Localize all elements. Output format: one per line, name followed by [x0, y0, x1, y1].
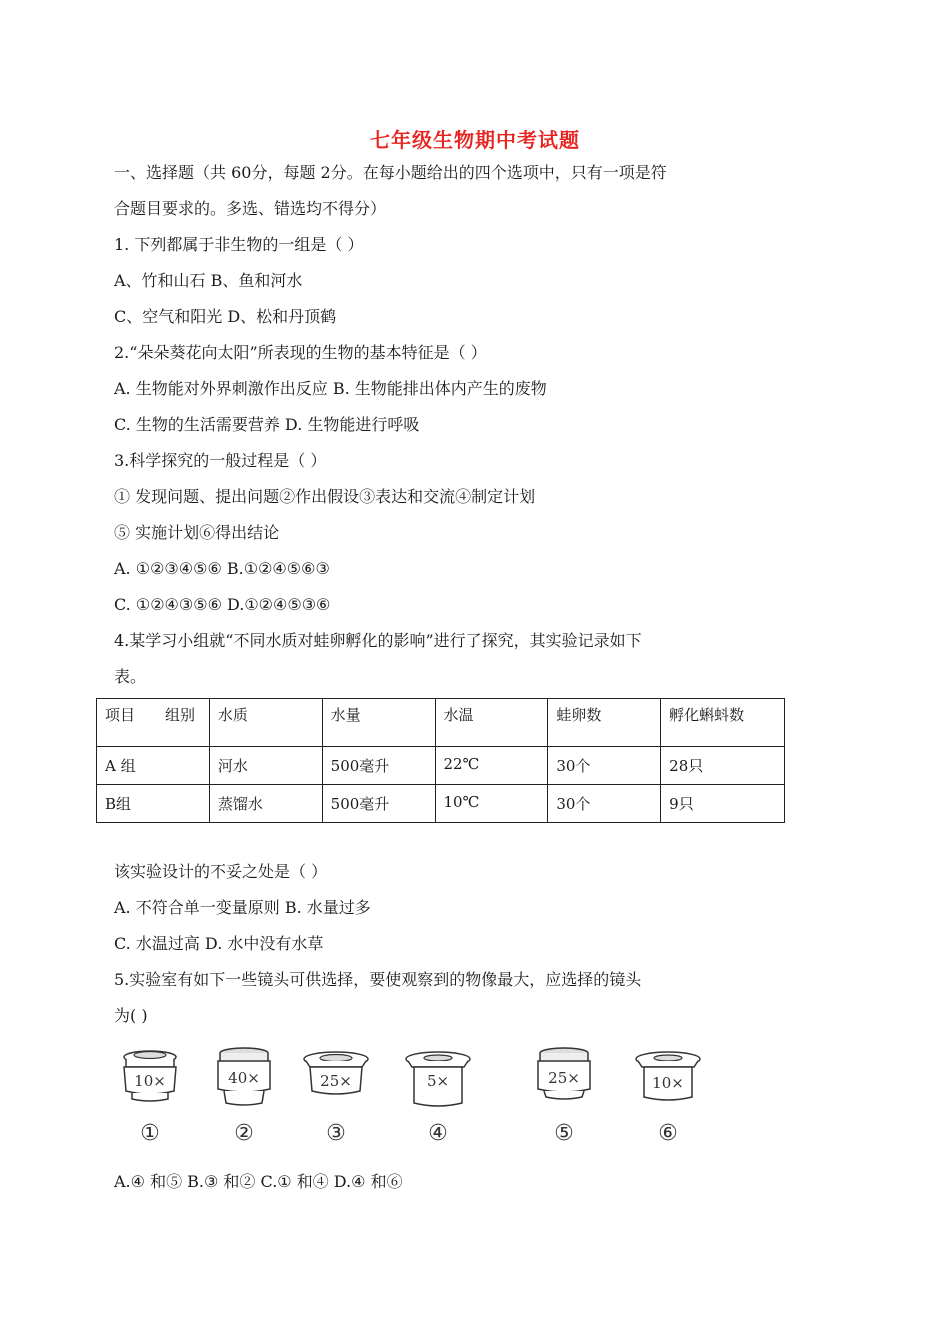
table-row	[97, 747, 785, 785]
lens-4	[402, 1045, 482, 1155]
q4-options-ab: A. 不符合单一变量原则 B. 水量过多	[114, 898, 371, 917]
objective-icon	[528, 1045, 608, 1155]
q3-stem: 3.科学探究的一般过程是（ ）	[114, 451, 327, 470]
lens-magnification: 5×	[426, 1072, 450, 1090]
table-cell: 22℃	[435, 747, 548, 785]
table-cell: A 组	[97, 747, 210, 785]
q3-options-cd: C. ①②④③⑤⑥ D.①②④⑤③⑥	[114, 595, 331, 614]
lens-magnification: 25×	[548, 1069, 580, 1087]
q1-stem: 1. 下列都属于非生物的一组是（ ）	[114, 235, 364, 254]
table-header-cell: 水质	[209, 699, 322, 747]
section-instructions-line2: 合题目要求的。多选、错选均不得分）	[114, 199, 387, 218]
table-header-row	[97, 699, 785, 747]
table-header-cell: 水量	[322, 699, 435, 747]
lens-figure	[110, 1045, 720, 1155]
lens-6	[632, 1045, 712, 1155]
q3-options-ab: A. ①②③④⑤⑥ B.①②④⑤⑥③	[114, 559, 330, 578]
lens-number: ①	[140, 1121, 160, 1146]
table-row	[97, 785, 785, 823]
lens-number: ⑥	[658, 1121, 678, 1146]
q4-stem-line1: 4.某学习小组就“不同水质对蛙卵孵化的影响”进行了探究，其实验记录如下	[114, 631, 642, 650]
lens-3	[300, 1045, 380, 1155]
table-cell: 30个	[548, 747, 661, 785]
q5-stem-line2: 为( )	[114, 1006, 148, 1025]
section-instructions-line1: 一、选择题（共 60分，每题 2分。在每小题给出的四个选项中，只有一项是符	[114, 163, 667, 182]
lens-magnification: 40×	[228, 1069, 260, 1087]
eyepiece-icon	[114, 1045, 194, 1155]
table-cell: 蒸馏水	[209, 785, 322, 823]
table-header-cell: 水温	[435, 699, 548, 747]
experiment-table	[96, 698, 785, 823]
eyepiece-icon	[300, 1045, 380, 1155]
eyepiece-icon	[632, 1045, 712, 1155]
table-cell: 28只	[661, 747, 785, 785]
lens-5	[528, 1045, 608, 1155]
lens-2	[208, 1045, 288, 1155]
q5-options: A.④ 和⑤ B.③ 和② C.① 和④ D.④ 和⑥	[114, 1172, 403, 1191]
table-header-cell: 蛙卵数	[548, 699, 661, 747]
q4-options-cd: C. 水温过高 D. 水中没有水草	[114, 934, 324, 953]
lens-number: ③	[326, 1121, 346, 1146]
q2-stem: 2.“朵朵葵花向太阳”所表现的生物的基本特征是（ ）	[114, 343, 487, 362]
lens-magnification: 25×	[320, 1072, 352, 1090]
q2-options-cd: C. 生物的生活需要营养 D. 生物能进行呼吸	[114, 415, 420, 434]
q1-options-cd: C、空气和阳光 D、松和丹顶鹤	[114, 307, 337, 326]
page-title: 七年级生物期中考试题	[370, 128, 580, 152]
lens-number: ④	[428, 1121, 448, 1146]
table-header-cell: 孵化蝌蚪数	[661, 699, 785, 747]
q1-options-ab: A、竹和山石 B、鱼和河水	[114, 271, 303, 290]
table-cell: 30个	[548, 785, 661, 823]
objective-icon	[208, 1045, 288, 1155]
eyepiece-icon	[402, 1045, 482, 1155]
table-cell: B组	[97, 785, 210, 823]
q3-steps-line1: ① 发现问题、提出问题②作出假设③表达和交流④制定计划	[114, 487, 536, 506]
q2-options-ab: A. 生物能对外界刺激作出反应 B. 生物能排出体内产生的废物	[114, 379, 547, 398]
q4-stem-line2: 表。	[114, 667, 147, 686]
table-header-cell: 项目 组别	[97, 699, 210, 747]
table-cell: 500毫升	[322, 747, 435, 785]
q5-stem-line1: 5.实验室有如下一些镜头可供选择，要使观察到的物像最大，应选择的镜头	[114, 970, 642, 989]
lens-magnification: 10×	[134, 1072, 166, 1090]
table-cell: 500毫升	[322, 785, 435, 823]
q4-followup: 该实验设计的不妥之处是（ ）	[114, 862, 328, 881]
lens-number: ②	[234, 1121, 254, 1146]
table-cell: 10℃	[435, 785, 548, 823]
table-cell: 9只	[661, 785, 785, 823]
lens-number: ⑤	[554, 1121, 574, 1146]
lens-1	[114, 1045, 194, 1155]
table-cell: 河水	[209, 747, 322, 785]
lens-magnification: 10×	[652, 1074, 684, 1092]
q3-steps-line2: ⑤ 实施计划⑥得出结论	[114, 523, 280, 542]
